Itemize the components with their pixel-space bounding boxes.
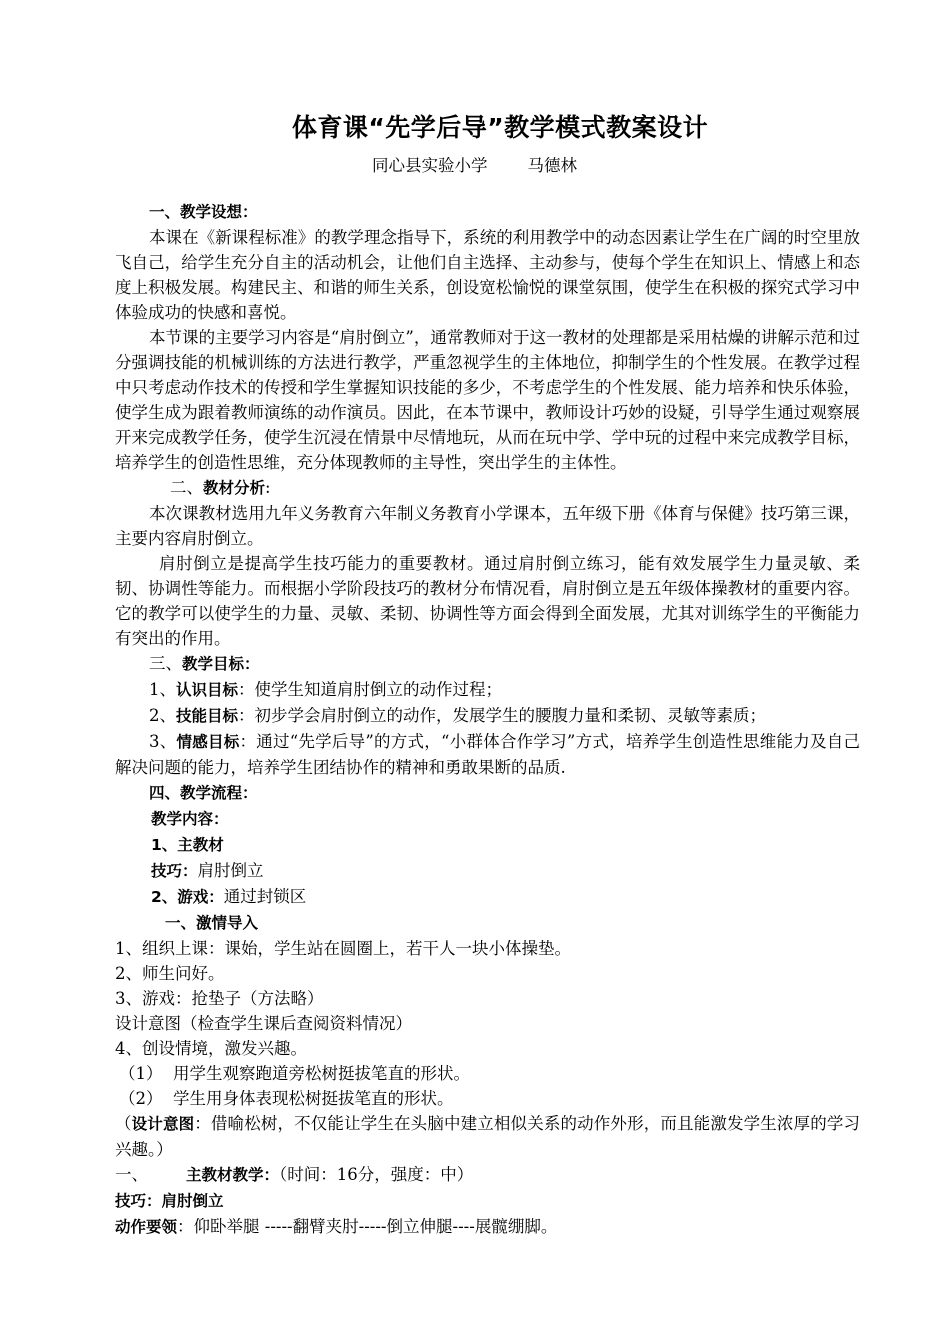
- game-line: 2、游戏：通过封锁区: [151, 887, 307, 906]
- author-line: [372, 152, 577, 176]
- goal-item: 1、认识目标：使学生知道肩肘倒立的动作过程；: [149, 680, 503, 699]
- intro-item: 设计意图（检查学生课后查阅资料情况）: [115, 1014, 412, 1033]
- section-heading-3: 三、教学目标：: [149, 654, 260, 673]
- paragraph: 本次课教材选用九年义务教育六年制义务教育小学课本，五年级下册《体育与保健》技巧第三课，主要内容肩肘倒立。: [115, 504, 860, 548]
- document-body: [115, 199, 860, 1240]
- goal-item: 3、情感目标：通过“先学后导”的方式，“小群体合作学习”方式，培养学生创造性思维能力及自己解决问题的能力，培养学生团结协作的精神和勇敢果断的品质.: [115, 732, 860, 777]
- essentials-line: 动作要领：仰卧举腿 -----翻臂夹肘-----倒立伸腿----展髋绷脚。: [115, 1217, 558, 1236]
- design-intent: （设计意图：借喻松树，不仅能让学生在头脑中建立相似关系的动作外形，而且能激发学生浓厚的学习兴趣。）: [115, 1114, 860, 1159]
- intro-item: （2） 学生用身体表现松树挺拔笔直的形状。: [119, 1089, 454, 1108]
- intro-item: 3、游戏：抢垫子（方法略）: [115, 989, 324, 1008]
- intro-heading: 一、激情导入: [165, 914, 259, 932]
- page-title: 体育课“先学后导”教学模式教案设计: [291, 113, 709, 142]
- section-heading-2: 二、教材分析:: [170, 478, 271, 497]
- intro-item: 4、创设情境，激发兴趣。: [115, 1039, 307, 1058]
- skill-line: 技巧：肩肘倒立: [151, 861, 264, 880]
- paragraph: 肩肘倒立是提高学生技巧能力的重要教材。通过肩肘倒立练习，能有效发展学生力量灵敏、柔韧、协调性等能力。而根据小学阶段技巧的教材分布情况看，肩肘倒立是五年级体操教材的重要内容。它的教学可以使学生的力量、灵敏、柔韧、协调性等方面会得到全面发展，尤其对训练学生的平衡能力有突出的作用。: [115, 554, 860, 648]
- main-material-label: 1、主教材: [151, 836, 224, 854]
- skill-heading: 技巧：肩肘倒立: [115, 1192, 224, 1210]
- paragraph: 本节课的主要学习内容是“肩肘倒立”，通常教师对于这一教材的处理都是采用枯燥的讲解示范和过分强调技能的机械训练的方法进行教学，严重忽视学生的主体地位，抑制学生的个性发展。在教学过程中只考虑动作技术的传授和学生掌握知识技能的多少，不考虑学生的个性发展、能力培养和快乐体验，使学生成为跟着教师演练的动作演员。因此，在本节课中，教师设计巧妙的设疑，引导学生通过观察展开来完成教学任务，使学生沉浸在情景中尽情地玩，从而在玩中学、学中玩的过程中来完成教学目标，培养学生的创造性思维，充分体现教师的主导性，突出学生的主体性。: [115, 328, 860, 472]
- author-name: 马德林: [527, 156, 577, 175]
- intro-item: （1） 用学生观察跑道旁松树挺拔笔直的形状。: [119, 1064, 470, 1083]
- author-school: 同心县实验小学: [372, 156, 488, 175]
- content-label: 教学内容：: [151, 810, 229, 828]
- section-heading-1: 一、教学设想：: [149, 203, 258, 221]
- paragraph: 本课在《新课程标准》的教学理念指导下，系统的利用教学中的动态因素让学生在广阔的时空里放飞自己，给学生充分自主的活动机会，让他们自主选择、主动参与，使每个学生在知识上、情感上和态度上积极发展。构建民主、和谐的师生关系，创设宽松愉悦的课堂氛围，使学生在积极的探究式学习中体验成功的快感和喜悦。: [115, 228, 860, 322]
- section-heading-4: 四、教学流程：: [149, 784, 258, 802]
- intro-item: 2、师生问好。: [115, 964, 225, 983]
- goal-item: 2、技能目标：初步学会肩肘倒立的动作，发展学生的腰腹力量和柔韧、灵敏等素质；: [149, 706, 767, 725]
- teaching-heading: 一、 主教材教学：（时间：16分，强度：中）: [115, 1165, 474, 1184]
- intro-item: 1、组织上课：课始，学生站在圆圈上，若干人一块小体操垫。: [115, 939, 571, 958]
